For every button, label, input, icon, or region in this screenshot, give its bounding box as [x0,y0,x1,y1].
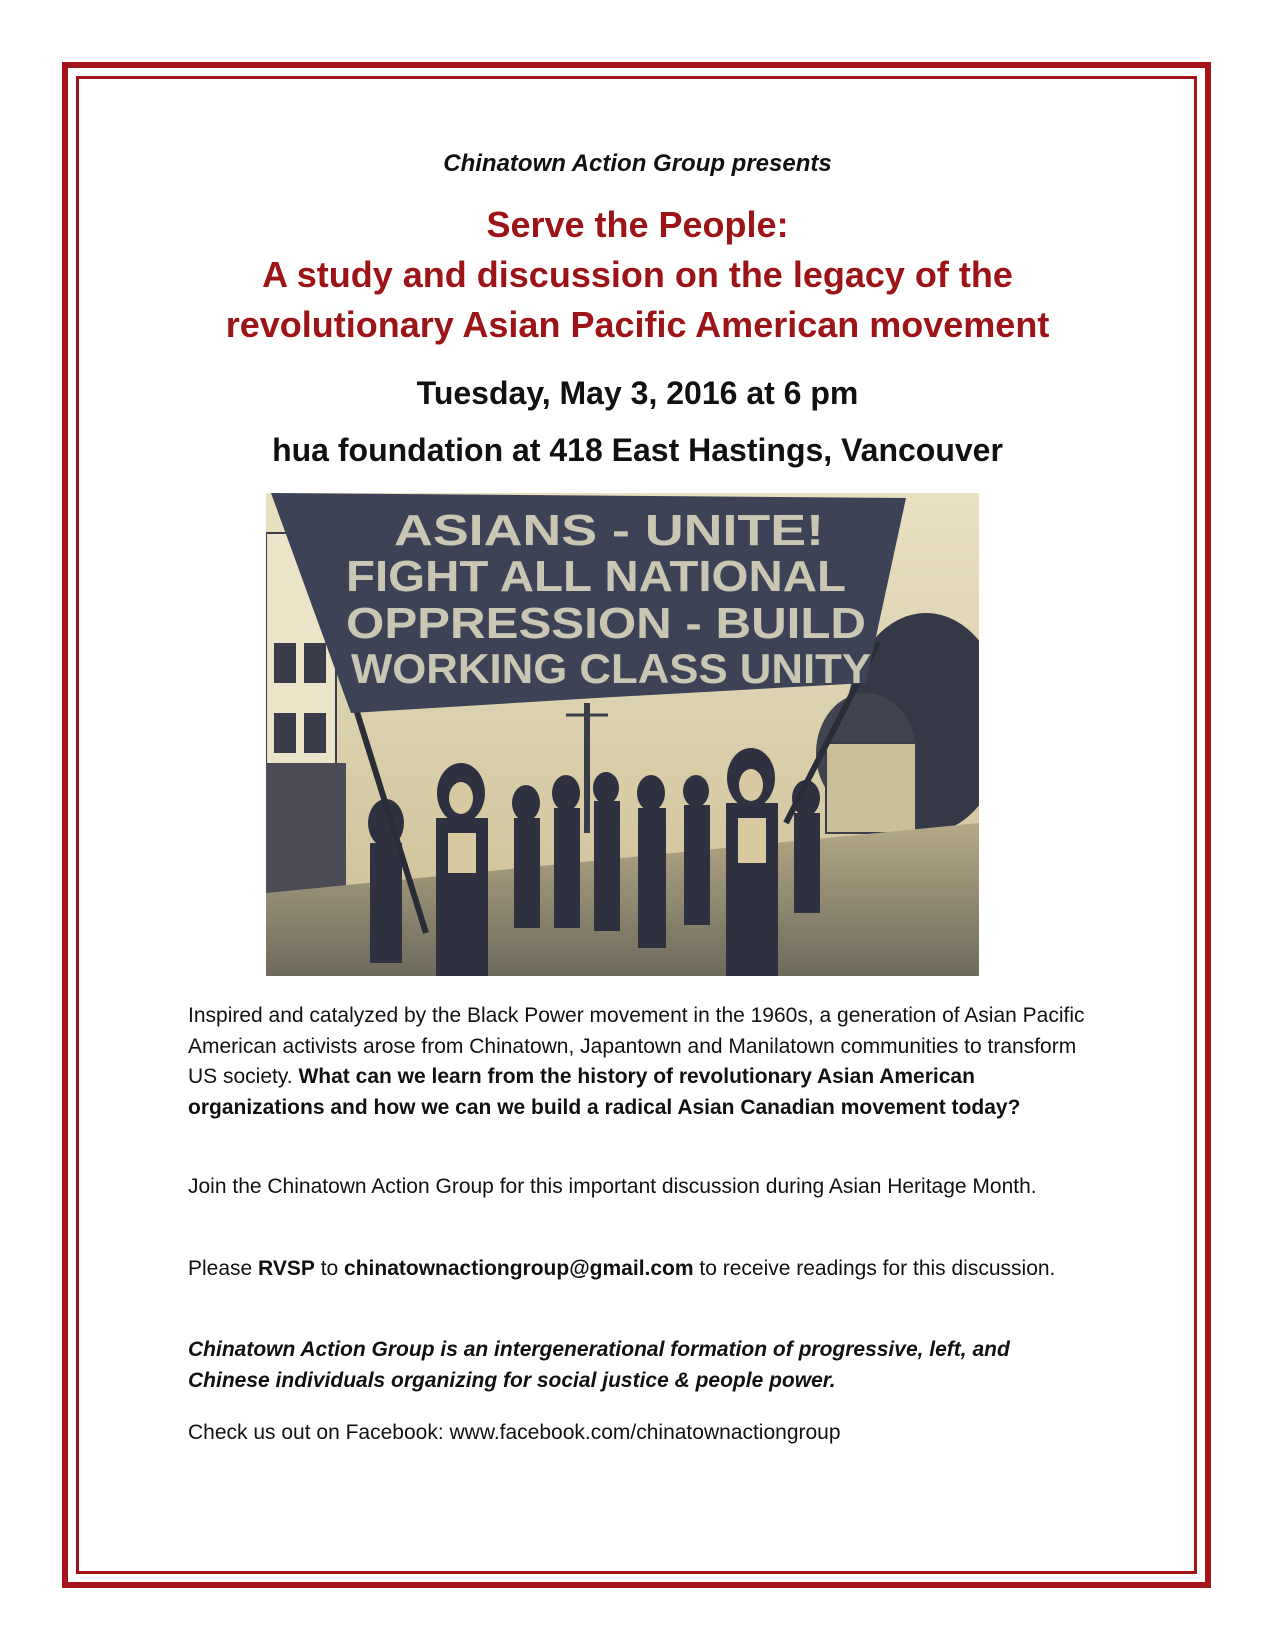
rsvp-email-link[interactable]: chinatownactiongroup@gmail.com [344,1257,694,1280]
banner-text-line-1: ASIANS - UNITE! [394,506,824,555]
title-line-1: Serve the People: [486,204,789,245]
event-location: hua foundation at 418 East Hastings, Vancouver [272,432,1003,468]
about-group-paragraph: Chinatown Action Group is an intergenerational formation of progressive, left, and Chinese individuals organizing for social justice & people power. [188,1338,1010,1392]
protest-march-photo [266,493,979,976]
rsvp-rest: to receive readings for this discussion. [693,1257,1056,1280]
title-line-2: A study and discussion on the legacy of the [262,254,1013,295]
event-date-time: Tuesday, May 3, 2016 at 6 pm [416,375,859,411]
intro-question: What can we learn from the history of revolutionary Asian American organizations and how we can we build a radical Asian Canadian movement today? [188,1065,1021,1119]
intro-paragraph [188,1001,1088,1123]
rsvp-paragraph [188,1254,1088,1285]
title-line-3: revolutionary Asian Pacific American movement [225,304,1050,345]
banner-text-line-3: OPPRESSION - BUILD [346,599,866,648]
banner-text-line-4: WORKING CLASS UNITY [351,645,871,692]
rsvp-please: Please [188,1257,259,1280]
intro-text: Inspired and catalyzed by the Black Power movement in the 1960s, a generation of Asian Pacific American activists arose from Chinatown, Japantown and Manilatown communities to transform US society. [188,1004,1085,1088]
banner-text-line-2: FIGHT ALL NATIONAL [346,552,846,601]
join-paragraph: Join the Chinatown Action Group for this important discussion during Asian Heritage Month. [188,1175,1037,1198]
facebook-paragraph: Check us out on Facebook: www.facebook.com/chinatownactiongroup [188,1421,841,1444]
rsvp-to: to [314,1257,345,1280]
rsvp-label: RVSP [258,1257,315,1280]
presents-line: Chinatown Action Group presents [443,150,832,177]
